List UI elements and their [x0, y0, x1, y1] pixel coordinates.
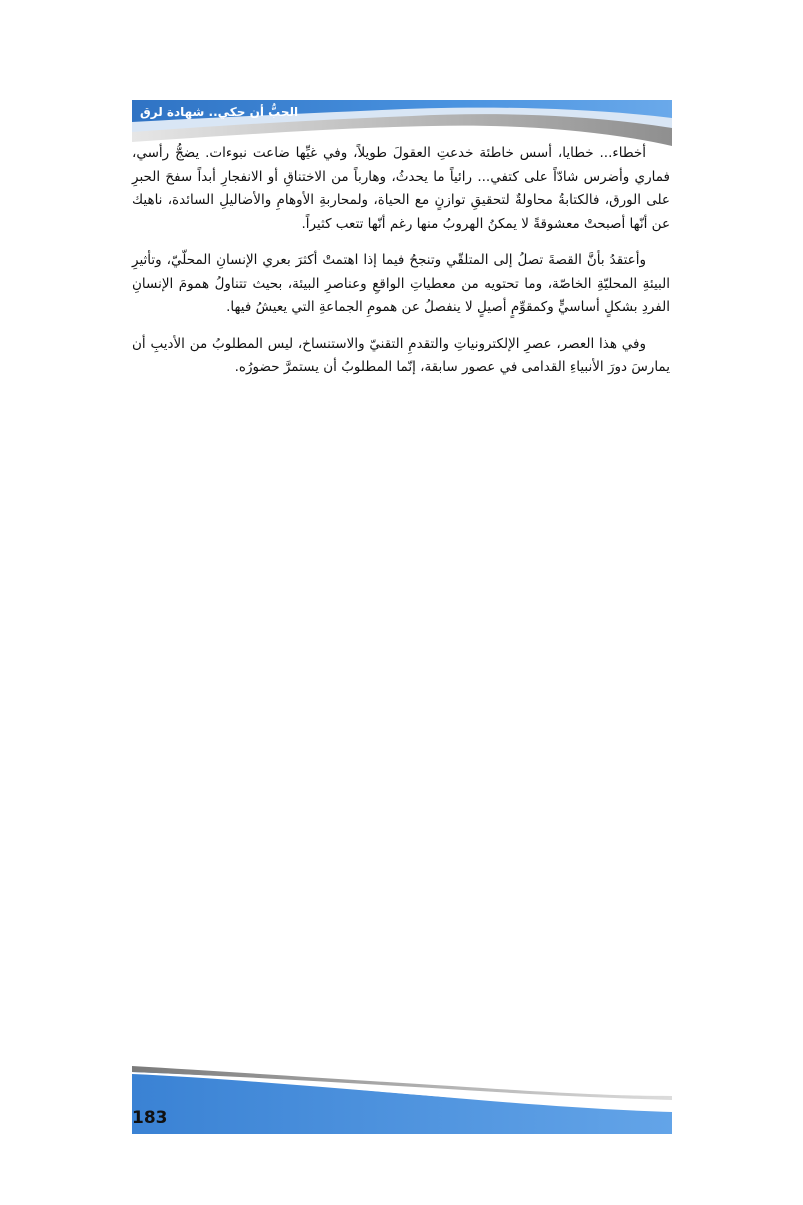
footer-swoosh-graphic — [132, 1066, 672, 1134]
page-footer-band — [132, 1066, 672, 1134]
paragraph-2: وأعتقدُ بأنَّ القصةَ تصلُ إلى المتلقّي وتنجحُ فيما إذا اهتمتْ أكثرَ بعري الإنسانِ المحلّيّ، وتأثيرِ البيئةِ المحليّةِ الخاصّة، وما تحتويه من معطياتِ الواقعِ وعناصرِ البيئة، بحيث تتناولُ همومَ الإنسانِ الفردِ بشكلٍ أساسيٍّ وكمقوِّمٍ أصيلٍ لا ينفصلُ عن همومِ الجماعةِ التي يعيشُ فيها. — [132, 252, 670, 315]
page-number: 183 — [132, 1108, 168, 1128]
page-body-text — [132, 142, 670, 393]
running-header-title: الحبُّ أن حكي.. شهادة لرق — [140, 105, 299, 119]
paragraph-1: أخطاء... خطايا، أسس خاطئة خدعتِ العقولَ طويلاً، وفي غيِّها ضاعت نبوءات. يضجُّ رأسي، فماري وأضرس شادّاً على كتفي... رائياً ما يحدثُ، وهارباً من الاختناقِ أو الانفجارِ أبداً سفحَ الحبرِ على الورق، فالكتابةُ محاولةٌ لتحقيقِ توازنٍ مع الحياة، ولمحاربةِ الأوهامِ والأضاليلِ السائدة، ناهيك عن أنّها أصبحتْ معشوقةً لا يمكنُ الهروبُ منها رغم أنّها تتعب كثيراً. — [132, 145, 670, 232]
paragraph-3: وفي هذا العصر، عصرِ الإلكترونياتِ والتقدمِ التقنيّ والاستنساخ، ليس المطلوبُ من الأديبِ أن يمارسَ دورَ الأنبياءِ القدامى في عصور سابقة، إنّما المطلوبُ أن يستمرَّ حضورُه. — [132, 335, 670, 375]
